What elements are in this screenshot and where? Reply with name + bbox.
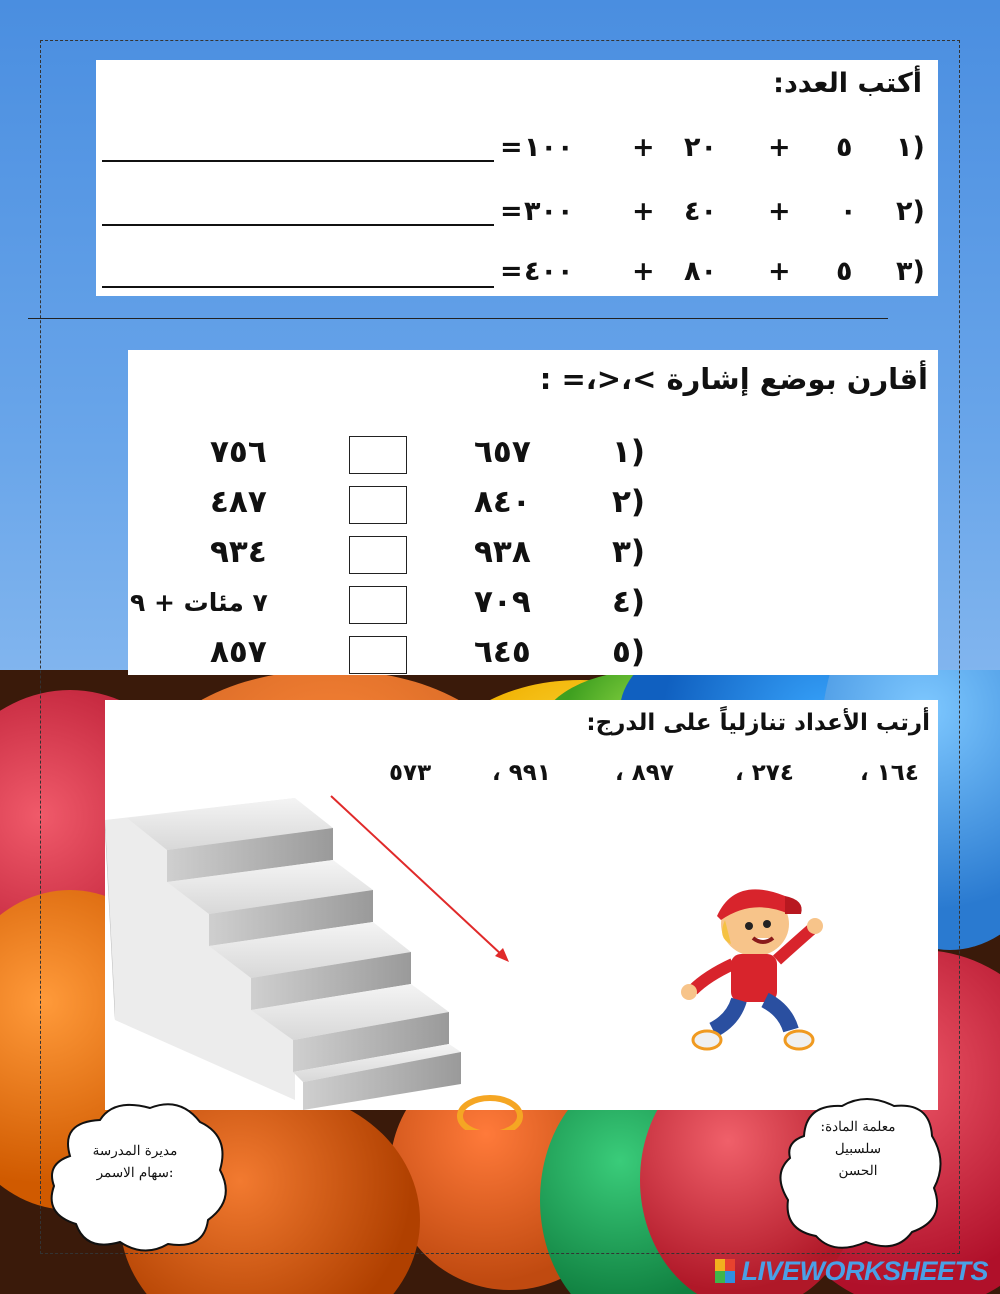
answer-blank-2[interactable]	[102, 224, 494, 226]
teacher-title: معلمة المادة:	[820, 1119, 896, 1135]
compare-left: ٦٥٧	[474, 434, 531, 470]
section2-title: أقارن بوضع إشارة >،<،= :	[539, 362, 928, 396]
plus-sign: +	[632, 256, 655, 287]
plus-sign: +	[768, 132, 791, 163]
section-compare	[128, 350, 938, 675]
plus-sign: +	[768, 196, 791, 227]
row-number: ٤)	[612, 584, 646, 620]
addend-hundreds: ٤٠٠	[524, 256, 574, 287]
principal-name: :سهام الاسمر	[96, 1165, 174, 1181]
compare-box-2[interactable]	[349, 486, 407, 524]
number-item: ٢٧٤ ،	[735, 760, 794, 786]
teacher-name-last: الحسن	[838, 1163, 878, 1179]
row-number: ١)	[612, 434, 646, 470]
addend-ones: ٠	[840, 196, 857, 227]
decorative-ring	[452, 1090, 532, 1130]
running-boy-image	[673, 880, 833, 1070]
answer-blank-1[interactable]	[102, 160, 494, 162]
compare-left: ٦٤٥	[474, 634, 531, 670]
row-number: ٥)	[612, 634, 646, 670]
row-number: ١)	[896, 132, 925, 163]
compare-box-1[interactable]	[349, 436, 407, 474]
section3-title: أرتب الأعداد تنازلياً على الدرج:	[586, 710, 930, 736]
compare-box-3[interactable]	[349, 536, 407, 574]
compare-right: ٩٣٤	[210, 534, 267, 570]
row-number: ٣)	[612, 534, 646, 570]
addend-hundreds: ٣٠٠	[524, 196, 574, 227]
plus-sign: +	[768, 256, 791, 287]
answer-blank-3[interactable]	[102, 286, 494, 288]
plus-sign: +	[632, 132, 655, 163]
compare-left: ٧٠٩	[474, 584, 531, 620]
addend-tens: ٢٠	[684, 132, 717, 163]
compare-right: ٤٨٧	[210, 484, 267, 520]
section-order-stairs	[105, 700, 938, 1110]
equals-sign: =	[500, 196, 523, 227]
liveworksheets-wordmark: LIVEWORKSHEETS	[741, 1255, 988, 1286]
compare-box-4[interactable]	[349, 586, 407, 624]
plus-sign: +	[632, 196, 655, 227]
compare-right: ٨٥٧	[210, 634, 267, 670]
section-write-number	[96, 60, 938, 296]
compare-left: ٨٤٠	[474, 484, 531, 520]
section-divider	[28, 318, 888, 319]
equals-sign: =	[500, 132, 523, 163]
compare-right: ٧ مئات + ٩	[130, 588, 268, 617]
number-item: ١٦٤ ،	[860, 760, 919, 786]
number-item: ٩٩١ ،	[492, 760, 551, 786]
row-number: ٣)	[896, 256, 925, 287]
liveworksheets-logo	[715, 1254, 988, 1288]
addend-ones: ٥	[836, 132, 853, 163]
compare-box-5[interactable]	[349, 636, 407, 674]
compare-right: ٧٥٦	[210, 434, 267, 470]
principal-title: مديرة المدرسة	[92, 1143, 178, 1159]
addend-tens: ٨٠	[684, 256, 717, 287]
addend-hundreds: ١٠٠	[524, 132, 574, 163]
equals-sign: =	[500, 256, 523, 287]
arrow-icon	[325, 790, 515, 970]
teacher-name-first: سلسبيل	[834, 1141, 882, 1157]
addend-tens: ٤٠	[684, 196, 717, 227]
addend-ones: ٥	[836, 256, 853, 287]
row-number: ٢)	[896, 196, 925, 227]
section1-title: أكتب العدد:	[773, 68, 922, 99]
number-item: ٨٩٧ ،	[615, 760, 674, 786]
row-number: ٢)	[612, 484, 646, 520]
teacher-cloud	[770, 1092, 946, 1254]
number-item: ٥٧٣	[389, 760, 432, 786]
principal-cloud	[40, 1096, 230, 1254]
compare-left: ٩٣٨	[474, 534, 531, 570]
liveworksheets-mark-icon	[715, 1259, 735, 1283]
